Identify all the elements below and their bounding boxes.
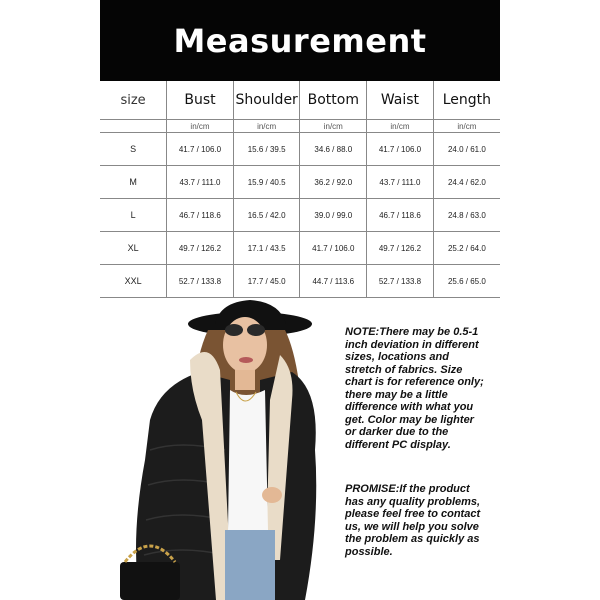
bust-cell: 43.7 / 111.0 — [167, 166, 234, 199]
size-column-header: size — [100, 81, 167, 120]
waist-cell: 41.7 / 106.0 — [367, 133, 434, 166]
bust-cell: 49.7 / 126.2 — [167, 232, 234, 265]
jeans-shape — [225, 530, 275, 600]
waist-column-header: Waist — [367, 81, 434, 120]
size-cell: XXL — [100, 265, 167, 298]
length-cell: 25.2 / 64.0 — [433, 232, 500, 265]
table-header-row — [100, 81, 500, 120]
note-text: NOTE:There may be 0.5-1 inch deviation in different sizes, locations and stretch of fabrics. Size chart is for reference only; there may be a little difference with what you get. Color may be lighter or darker due to the different PC display. — [345, 326, 484, 451]
bottom-cell: 39.0 / 99.0 — [300, 199, 367, 232]
bottom-column-header: Bottom — [300, 81, 367, 120]
waist-cell: 49.7 / 126.2 — [367, 232, 434, 265]
length-column-header: Length — [433, 81, 500, 120]
size-cell: M — [100, 166, 167, 199]
white-top-shape — [228, 390, 268, 530]
page-title: Measurement — [173, 21, 427, 60]
size-cell: XL — [100, 232, 167, 265]
waist-cell: 46.7 / 118.6 — [367, 199, 434, 232]
size-chart-table — [100, 81, 500, 298]
unit-cell: in/cm — [433, 120, 500, 133]
waist-cell: 43.7 / 111.0 — [367, 166, 434, 199]
table-row — [100, 166, 500, 199]
table-row — [100, 133, 500, 166]
length-cell: 25.6 / 65.0 — [433, 265, 500, 298]
length-cell: 24.4 / 62.0 — [433, 166, 500, 199]
size-cell: S — [100, 133, 167, 166]
bottom-cell: 41.7 / 106.0 — [300, 232, 367, 265]
bust-column-header: Bust — [167, 81, 234, 120]
table-row — [100, 199, 500, 232]
shoulder-cell: 17.7 / 45.0 — [233, 265, 300, 298]
bottom-cell: 34.6 / 88.0 — [300, 133, 367, 166]
bust-cell: 41.7 / 106.0 — [167, 133, 234, 166]
bust-cell: 46.7 / 118.6 — [167, 199, 234, 232]
product-photo — [120, 300, 330, 600]
unit-cell: in/cm — [300, 120, 367, 133]
shoulder-cell: 15.9 / 40.5 — [233, 166, 300, 199]
shoulder-cell: 16.5 / 42.0 — [233, 199, 300, 232]
bust-cell: 52.7 / 133.8 — [167, 265, 234, 298]
shoulder-cell: 15.6 / 39.5 — [233, 133, 300, 166]
shoulder-cell: 17.1 / 43.5 — [233, 232, 300, 265]
unit-cell: in/cm — [367, 120, 434, 133]
header-banner — [100, 0, 500, 81]
length-cell: 24.0 / 61.0 — [433, 133, 500, 166]
size-cell: L — [100, 199, 167, 232]
unit-cell: in/cm — [167, 120, 234, 133]
table-row — [100, 232, 500, 265]
shoulder-column-header: Shoulder — [233, 81, 300, 120]
unit-row — [100, 120, 500, 133]
length-cell: 24.8 / 63.0 — [433, 199, 500, 232]
unit-blank-cell — [100, 120, 167, 133]
table-row — [100, 265, 500, 298]
bottom-cell: 36.2 / 92.0 — [300, 166, 367, 199]
waist-cell: 52.7 / 133.8 — [367, 265, 434, 298]
bottom-cell: 44.7 / 113.6 — [300, 265, 367, 298]
promise-text: PROMISE:If the product has any quality problems, please feel free to contact us, we will help you solve the problem as quickly as possible. — [345, 483, 481, 558]
handbag-shape — [120, 562, 180, 600]
unit-cell: in/cm — [233, 120, 300, 133]
